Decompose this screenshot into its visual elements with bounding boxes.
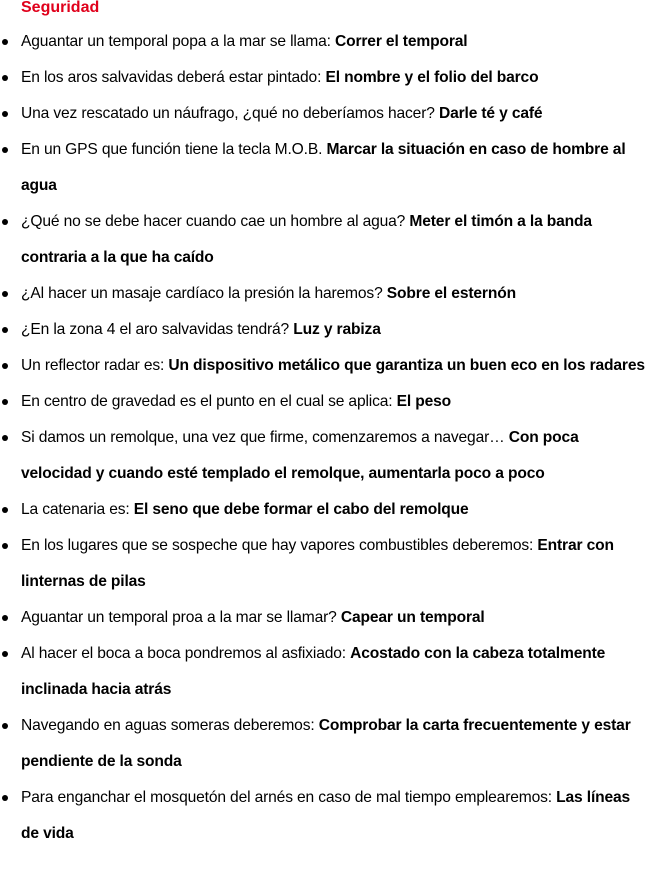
bullet-icon: [2, 507, 8, 513]
bullet-icon: [2, 75, 8, 81]
question-text: Si damos un remolque, una vez que firme, comenzaremos a navegar…: [21, 429, 509, 446]
list-item: [0, 132, 650, 204]
list-item: [0, 528, 650, 600]
question-text: Navegando en aguas someras deberemos:: [21, 717, 319, 734]
answer-text: El seno que debe formar el cabo del remolque: [133, 501, 469, 518]
list-item: [0, 60, 650, 96]
question-text: En un GPS que función tiene la tecla M.O.B.: [21, 141, 327, 158]
question-text: ¿Al hacer un masaje cardíaco la presión la haremos?: [21, 285, 387, 302]
list-item: [0, 276, 650, 312]
answer-text: Correr el temporal: [334, 33, 468, 50]
list-item: [0, 600, 650, 636]
question-text: La catenaria es:: [21, 501, 134, 518]
answer-text: Comprobar la carta frecuentemente y estar pendiente de la sonda: [21, 717, 631, 770]
answer-text: Las líneas de vida: [21, 789, 631, 842]
list-item: [0, 204, 650, 276]
list-item: [0, 384, 650, 420]
list-item: [0, 780, 650, 852]
bullet-icon: [2, 111, 8, 117]
answer-text: Acostado con la cabeza totalmente inclinada hacia atrás: [21, 645, 606, 698]
question-text: ¿En la zona 4 el aro salvavidas tendrá?: [21, 321, 294, 338]
question-text: Para enganchar el mosquetón del arnés en caso de mal tiempo emplearemos:: [21, 789, 557, 806]
bullet-icon: [2, 363, 8, 369]
bullet-icon: [2, 795, 8, 801]
list-item: [0, 636, 650, 708]
list-item: [0, 708, 650, 780]
bullet-icon: [2, 39, 8, 45]
answer-text: Darle té y café: [438, 105, 543, 122]
answer-text: Capear un temporal: [340, 609, 485, 626]
question-text: Aguantar un temporal proa a la mar se llamar?: [21, 609, 341, 626]
question-text: Una vez rescatado un náufrago, ¿qué no deberíamos hacer?: [21, 105, 439, 122]
answer-text: Luz y rabiza: [293, 321, 381, 338]
list-item: [0, 420, 650, 492]
answer-text: Meter el timón a la banda contraria a la que ha caído: [21, 213, 592, 266]
bullet-icon: [2, 219, 8, 225]
question-text: En los aros salvavidas deberá estar pintado:: [21, 69, 326, 86]
answer-text: Un dispositivo metálico que garantiza un buen eco en los radares: [168, 357, 645, 374]
bullet-icon: [2, 327, 8, 333]
answer-text: Entrar con linternas de pilas: [21, 537, 614, 590]
question-text: En centro de gravedad es el punto en el cual se aplica:: [21, 393, 397, 410]
question-text: ¿Qué no se debe hacer cuando cae un hombre al agua?: [21, 213, 410, 230]
question-text: En los lugares que se sospeche que hay vapores combustibles deberemos:: [21, 537, 538, 554]
list-item: [0, 96, 650, 132]
question-answer-list: [0, 24, 650, 852]
bullet-icon: [2, 543, 8, 549]
list-item: [0, 24, 650, 60]
answer-text: Sobre el esternón: [386, 285, 516, 302]
bullet-icon: [2, 147, 8, 153]
bullet-icon: [2, 435, 8, 441]
bullet-icon: [2, 651, 8, 657]
question-text: Aguantar un temporal popa a la mar se llama:: [21, 33, 335, 50]
bullet-icon: [2, 291, 8, 297]
list-item: [0, 348, 650, 384]
answer-text: Con poca velocidad y cuando esté templado el remolque, aumentarla poco a poco: [21, 429, 579, 482]
answer-text: Marcar la situación en caso de hombre al agua: [21, 141, 626, 194]
bullet-icon: [2, 399, 8, 405]
list-item: [0, 492, 650, 528]
question-text: Al hacer el boca a boca pondremos al asfixiado:: [21, 645, 351, 662]
answer-text: El nombre y el folio del barco: [325, 69, 539, 86]
bullet-icon: [2, 723, 8, 729]
list-item: [0, 312, 650, 348]
section-title: Seguridad: [21, 0, 100, 16]
bullet-icon: [2, 615, 8, 621]
answer-text: El peso: [396, 393, 452, 410]
question-text: Un reflector radar es:: [21, 357, 169, 374]
